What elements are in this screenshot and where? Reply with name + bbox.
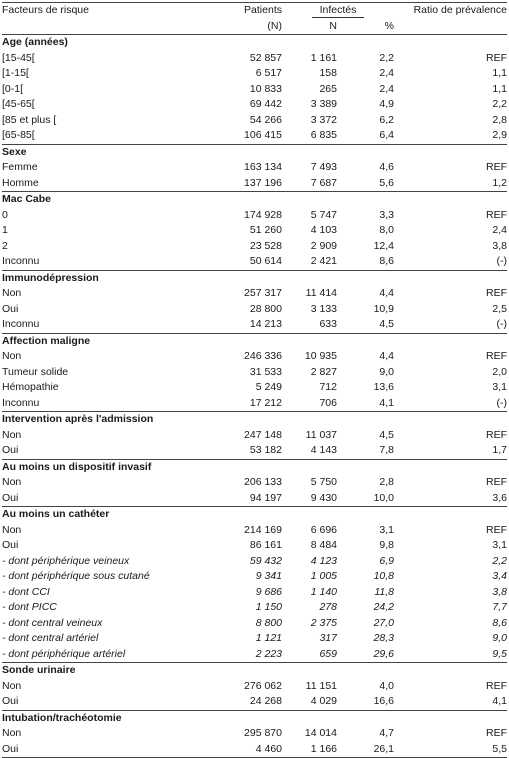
- factor-group-title: Intubation/trachéotomie: [2, 710, 507, 726]
- row-label: [1-15[: [2, 67, 29, 79]
- infected-count: 2 909: [310, 239, 337, 252]
- row-label: [15-45[: [2, 51, 35, 64]
- row-label: Oui: [2, 742, 207, 758]
- factor-group: [2, 412, 507, 460]
- patients-count: 59 432: [249, 554, 282, 567]
- table-row: [2, 349, 507, 365]
- patients-count: 2 223: [255, 647, 282, 660]
- factor-group-title: Mac Cabe: [2, 192, 507, 208]
- infected-percent: 10,0: [373, 491, 394, 504]
- table-row: [2, 475, 507, 491]
- table-row: [2, 443, 507, 459]
- patients-count: 6 517: [255, 67, 282, 79]
- prevalence-ratio: 3,1: [492, 381, 507, 393]
- header-prevalence-ratio: Ratio de prévalence: [394, 3, 507, 35]
- header-infected: [282, 3, 394, 19]
- infected-count: 2 375: [310, 616, 337, 629]
- infected-percent: 2,4: [379, 67, 394, 79]
- prevalence-ratio: REF: [486, 51, 507, 64]
- row-label: Inconnu: [2, 318, 40, 330]
- infected-count: 265: [319, 82, 337, 95]
- patients-count: 214 169: [244, 523, 282, 536]
- infected-count: 8 484: [310, 539, 337, 551]
- header-patients-n: (N): [207, 19, 282, 35]
- factor-group-header: [2, 663, 507, 679]
- patients-count: 206 133: [244, 476, 282, 488]
- prevalence-ratio: 3,6: [492, 491, 507, 504]
- prevalence-ratio: 2,0: [492, 365, 507, 378]
- infected-percent: 26,1: [337, 742, 394, 758]
- factor-group: [2, 192, 507, 271]
- row-label: Oui: [2, 695, 19, 707]
- factor-group-header: [2, 144, 507, 160]
- factor-group-header: [2, 192, 507, 208]
- table-row: [2, 128, 507, 144]
- patients-count: 53 182: [249, 444, 282, 456]
- infected-count: 11 037: [305, 428, 337, 441]
- table-row: [2, 66, 507, 82]
- table-row: [2, 317, 507, 333]
- table-row: [2, 491, 507, 507]
- header-infected-label: Infectés: [312, 3, 365, 18]
- table-row: [2, 647, 507, 663]
- infected-count: 3 372: [310, 113, 337, 126]
- factor-group-title: Au moins un cathéter: [2, 507, 507, 523]
- infected-count: 6 835: [310, 129, 337, 141]
- table-row: [2, 569, 507, 585]
- infected-percent: 16,6: [373, 695, 394, 707]
- patients-count: 9 686: [255, 585, 282, 598]
- prevalence-ratio: 3,8: [492, 239, 507, 252]
- factor-group: [2, 507, 507, 663]
- patients-count: 163 134: [244, 161, 282, 173]
- factor-group-title: Affection maligne: [2, 333, 507, 349]
- infected-percent: 12,4: [373, 239, 394, 252]
- row-label: Hémopathie: [2, 381, 59, 393]
- infected-count: 6 696: [310, 523, 337, 536]
- prevalence-ratio: REF: [486, 208, 507, 221]
- infected-percent: 2,2: [379, 51, 394, 64]
- patients-count: 257 317: [244, 287, 282, 299]
- row-label: Tumeur solide: [2, 365, 69, 378]
- prevalence-ratio: 3,8: [492, 585, 507, 598]
- table-row: [2, 428, 507, 444]
- prevalence-ratio: (-): [496, 318, 507, 330]
- patients-count: 1 150: [255, 601, 282, 613]
- header-patients: Patients: [207, 3, 282, 19]
- prevalence-ratio: 3,1: [492, 539, 507, 551]
- row-label: Inconnu: [2, 396, 40, 409]
- table-row: [2, 302, 507, 318]
- prevalence-ratio: 8,6: [492, 616, 507, 629]
- infected-percent: 7,8: [379, 444, 394, 456]
- patients-count: 28 800: [249, 302, 282, 315]
- factor-group: [2, 144, 507, 192]
- prevalence-ratio: (-): [496, 255, 507, 267]
- patients-count: 24 268: [249, 695, 282, 707]
- table-row: [2, 176, 507, 192]
- factor-group: [2, 710, 507, 758]
- prevalence-ratio: 1,1: [492, 67, 507, 79]
- patients-count: 14 213: [249, 318, 282, 330]
- table-row: [2, 726, 507, 742]
- infected-percent: 2,8: [379, 476, 394, 488]
- table-row: [2, 82, 507, 98]
- prevalence-ratio: 9,0: [492, 632, 507, 644]
- table-row: [2, 538, 507, 554]
- infected-count: 706: [319, 396, 337, 409]
- factor-group-header: [2, 507, 507, 523]
- infected-count: 5 750: [310, 476, 337, 488]
- table-header: [2, 3, 507, 35]
- factor-group-header: [2, 35, 507, 51]
- infected-count: 11 151: [305, 679, 337, 692]
- table-row: [2, 51, 507, 67]
- header-infected-percent: %: [337, 19, 394, 35]
- infected-percent: 10,8: [373, 570, 394, 582]
- patients-count: 52 857: [249, 51, 282, 64]
- infected-count: 659: [319, 647, 337, 660]
- patients-count: 50 614: [249, 255, 282, 267]
- infected-percent: 11,8: [374, 585, 394, 598]
- prevalence-ratio: REF: [486, 679, 507, 692]
- prevalence-ratio: 2,8: [492, 113, 507, 126]
- infected-percent: 4,5: [379, 428, 394, 441]
- infected-count: 10 935: [304, 350, 337, 362]
- infected-count: 3 389: [310, 98, 337, 110]
- infected-count: 278: [319, 601, 337, 613]
- row-label: - dont central veineux: [2, 616, 103, 629]
- infected-percent: 9,0: [379, 365, 394, 378]
- patients-count: 137 196: [244, 176, 282, 189]
- row-label: Non: [2, 287, 22, 299]
- row-label: [45-65[: [2, 98, 35, 110]
- prevalence-ratio: REF: [486, 350, 507, 362]
- table-row: [2, 160, 507, 176]
- infected-percent: 4,9: [379, 98, 394, 110]
- prevalence-ratio: 2,5: [492, 302, 507, 315]
- row-label: [0-1[: [2, 82, 24, 95]
- patients-count: 10 833: [249, 82, 282, 95]
- patients-count: 8 800: [255, 616, 282, 629]
- risk-factor-table: [2, 2, 507, 758]
- infected-count: 9 430: [310, 491, 337, 504]
- prevalence-ratio: 4,1: [492, 695, 507, 707]
- infected-percent: 4,0: [379, 679, 394, 692]
- infected-count: 14 014: [304, 727, 337, 739]
- row-label: - dont périphérique artériel: [2, 647, 126, 660]
- table-row: [2, 208, 507, 224]
- factor-group-title: Sonde urinaire: [2, 663, 507, 679]
- table-row: [2, 523, 507, 539]
- patients-count: 51 260: [249, 224, 282, 236]
- prevalence-ratio: REF: [486, 476, 507, 488]
- patients-count: 276 062: [244, 679, 282, 692]
- infected-percent: 4,1: [379, 396, 394, 409]
- infected-percent: 13,6: [373, 381, 394, 393]
- patients-count: 31 533: [249, 365, 282, 378]
- header-risk-factor: Facteurs de risque: [2, 3, 207, 35]
- row-label: - dont CCI: [2, 585, 50, 598]
- prevalence-ratio: 1,2: [492, 176, 507, 189]
- row-label: 2: [2, 239, 8, 252]
- infected-count: 1 005: [310, 570, 337, 582]
- prevalence-ratio: REF: [486, 428, 507, 441]
- table-row: [2, 600, 507, 616]
- table-row: [2, 286, 507, 302]
- patients-count: 17 212: [249, 396, 282, 409]
- row-label: - dont central artériel: [2, 632, 99, 644]
- infected-count: 7 493: [310, 161, 337, 173]
- infected-count: 4 103: [310, 224, 337, 236]
- factor-group-title: Au moins un dispositif invasif: [2, 459, 507, 475]
- factor-group-header: [2, 412, 507, 428]
- row-label: Non: [2, 428, 22, 441]
- factor-group-header: [2, 333, 507, 349]
- table-row: [2, 554, 507, 570]
- patients-count: 54 266: [249, 113, 282, 126]
- factor-group: [2, 333, 507, 412]
- factor-group-title: Intervention après l'admission: [2, 412, 507, 428]
- infected-count: 5 747: [310, 208, 337, 221]
- row-label: Non: [2, 679, 22, 692]
- factor-group-header: [2, 459, 507, 475]
- factor-group-title: Age (années): [2, 35, 507, 51]
- factor-group: [2, 270, 507, 333]
- factor-group-title: Immunodépression: [2, 270, 507, 286]
- factor-group: [2, 459, 507, 507]
- infected-percent: 28,3: [373, 632, 394, 644]
- table-row: [2, 365, 507, 381]
- infected-count: 1 166: [282, 742, 337, 758]
- table-row: [2, 616, 507, 632]
- infected-percent: 29,6: [373, 647, 394, 660]
- row-label: Non: [2, 350, 22, 362]
- row-label: Non: [2, 727, 22, 739]
- prevalence-ratio: 5,5: [394, 742, 507, 758]
- row-label: Oui: [2, 302, 19, 315]
- infected-percent: 3,1: [379, 523, 394, 536]
- infected-percent: 10,9: [373, 302, 394, 315]
- infected-percent: 2,4: [379, 82, 394, 95]
- row-label: - dont PICC: [2, 601, 57, 613]
- row-label: Oui: [2, 491, 19, 504]
- prevalence-ratio: 1,7: [492, 444, 507, 456]
- infected-percent: 6,4: [379, 129, 394, 141]
- infected-count: 712: [319, 381, 337, 393]
- factor-group-title: Sexe: [2, 144, 507, 160]
- infected-percent: 4,4: [379, 287, 394, 299]
- patients-count: 295 870: [244, 727, 282, 739]
- infected-count: 1 140: [310, 585, 337, 598]
- infected-percent: 4,7: [379, 727, 394, 739]
- patients-count: 5 249: [255, 381, 282, 393]
- infected-percent: 8,0: [379, 224, 394, 236]
- table-row: [2, 631, 507, 647]
- prevalence-ratio: REF: [486, 727, 507, 739]
- row-label: - dont périphérique veineux: [2, 554, 130, 567]
- infected-percent: 27,0: [373, 616, 394, 629]
- table-row: [2, 254, 507, 270]
- table-row: [2, 97, 507, 113]
- factor-group: [2, 35, 507, 145]
- prevalence-ratio: 2,2: [492, 554, 507, 567]
- table-row: [2, 585, 507, 601]
- table-row: [2, 742, 507, 758]
- table-row: [2, 239, 507, 255]
- table-row: [2, 380, 507, 396]
- patients-count: 106 415: [244, 129, 282, 141]
- prevalence-ratio: 1,1: [492, 82, 507, 95]
- patients-count: 1 121: [255, 632, 282, 644]
- prevalence-ratio: REF: [486, 161, 507, 173]
- infected-count: 1 161: [310, 51, 337, 64]
- infected-count: 317: [319, 632, 337, 644]
- factor-group: [2, 663, 507, 711]
- infected-percent: 8,6: [379, 255, 394, 267]
- row-label: Inconnu: [2, 255, 40, 267]
- infected-count: 633: [319, 318, 337, 330]
- table-row: [2, 113, 507, 129]
- infected-count: 7 687: [310, 176, 337, 189]
- infected-count: 4 123: [310, 554, 337, 567]
- row-label: 1: [2, 224, 8, 236]
- infected-count: 3 133: [310, 302, 337, 315]
- infected-count: 2 827: [310, 365, 337, 378]
- row-label: Oui: [2, 444, 19, 456]
- infected-percent: 6,2: [379, 113, 394, 126]
- prevalence-ratio: 2,2: [492, 98, 507, 110]
- table-row: [2, 694, 507, 710]
- table-row: [2, 396, 507, 412]
- patients-count: 86 161: [249, 539, 282, 551]
- infected-percent: 6,9: [379, 554, 394, 567]
- row-label: Non: [2, 476, 22, 488]
- prevalence-ratio: 2,9: [492, 129, 507, 141]
- infected-percent: 24,2: [373, 601, 394, 613]
- header-infected-n: N: [282, 19, 337, 35]
- infected-percent: 4,4: [379, 350, 394, 362]
- patients-count: 247 148: [244, 428, 282, 441]
- infected-count: 4 143: [310, 444, 337, 456]
- prevalence-ratio: 7,7: [492, 601, 507, 613]
- row-label: Non: [2, 523, 22, 536]
- patients-count: 246 336: [244, 350, 282, 362]
- patients-count: 174 928: [244, 208, 282, 221]
- patients-count: 69 442: [249, 98, 282, 110]
- row-label: 0: [2, 208, 8, 221]
- prevalence-ratio: (-): [496, 396, 507, 409]
- infected-count: 4 029: [310, 695, 337, 707]
- infected-percent: 5,6: [379, 176, 394, 189]
- infected-percent: 4,6: [379, 161, 394, 173]
- row-label: [85 et plus [: [2, 113, 57, 126]
- row-label: Homme: [2, 176, 39, 189]
- patients-count: 23 528: [249, 239, 282, 252]
- infected-count: 158: [319, 67, 337, 79]
- patients-count: 94 197: [249, 491, 282, 504]
- infected-percent: 9,8: [379, 539, 394, 551]
- row-label: [65-85[: [2, 129, 35, 141]
- patients-count: 4 460: [207, 742, 282, 758]
- factor-group-header: [2, 710, 507, 726]
- row-label: Femme: [2, 161, 38, 173]
- row-label: Oui: [2, 539, 19, 551]
- infected-percent: 3,3: [379, 208, 394, 221]
- table-row: [2, 223, 507, 239]
- factor-group-header: [2, 270, 507, 286]
- row-label: - dont périphérique sous cutané: [2, 570, 150, 582]
- prevalence-ratio: 3,4: [492, 570, 507, 582]
- infected-count: 2 421: [310, 255, 337, 267]
- prevalence-ratio: 9,5: [492, 647, 507, 660]
- infected-percent: 4,5: [379, 318, 394, 330]
- infected-count: 11 414: [305, 287, 337, 299]
- table-row: [2, 679, 507, 695]
- prevalence-ratio: REF: [486, 523, 507, 536]
- prevalence-ratio: REF: [486, 287, 507, 299]
- patients-count: 9 341: [255, 570, 282, 582]
- prevalence-ratio: 2,4: [492, 224, 507, 236]
